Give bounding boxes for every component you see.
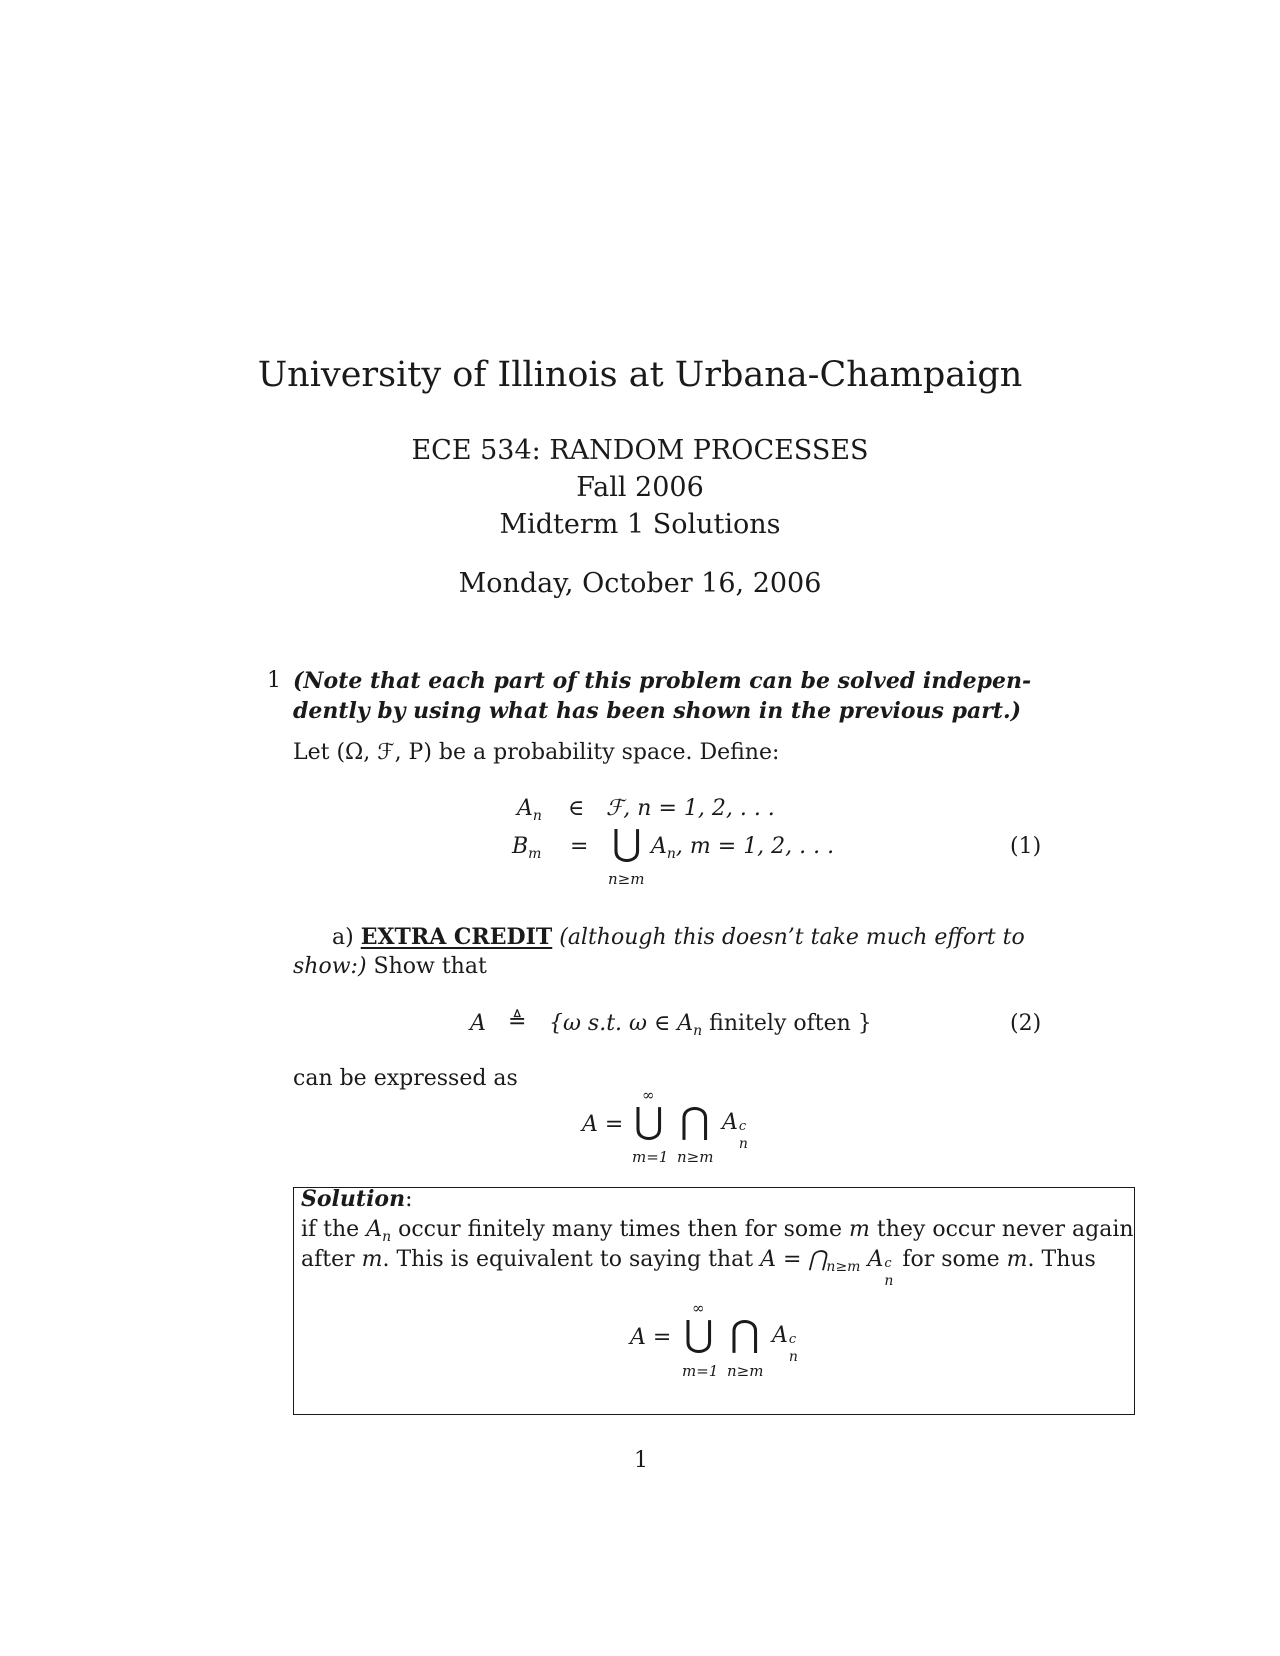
solution-line1: if the $A_n$ occur finitely many times then for some m they occur never again — [301, 1217, 1134, 1245]
eq3-intersect-bottom: n≥m — [677, 1148, 714, 1166]
exam-title: Midterm 1 Solutions — [499, 509, 781, 540]
solution-eq-intersect-bottom: n≥m — [727, 1362, 764, 1380]
university-title: University of Illinois at Urbana-Champaign — [257, 355, 1023, 395]
eq1-line2-rel: = — [570, 834, 589, 859]
term: Fall 2006 — [576, 472, 704, 503]
eq1-line2-lhs: $B_m$ — [512, 834, 542, 862]
eq3-union-top: ∞ — [642, 1086, 655, 1104]
solution-eq-union-top: ∞ — [692, 1299, 705, 1317]
solution-eq-intersect-operator: ⋂ — [730, 1314, 760, 1355]
eq1-line1-rhs: ℱ, n = 1, 2, . . . — [606, 796, 775, 821]
part-a-line1 — [332, 924, 1025, 950]
eq3-intersect-operator: ⋂ — [680, 1101, 710, 1142]
part-a-label: a) — [332, 925, 354, 950]
problem-note-line1: (Note that each part of this problem can be solved indepen- — [293, 668, 1032, 694]
eq2-lhs: A — [470, 1011, 486, 1036]
solution-eq-term: A c n — [772, 1323, 798, 1365]
union-operator: ⋃ — [612, 823, 642, 864]
eq1-line1-lhs: $A_n$ — [517, 796, 542, 824]
solution-eq-union-operator: ⋃ — [684, 1314, 714, 1355]
page-number: 1 — [634, 1448, 648, 1473]
solution-title: Solution: — [301, 1186, 413, 1212]
extra-credit: EXTRA CREDIT — [360, 924, 553, 950]
solution-eq-union-bottom: m=1 — [682, 1362, 719, 1380]
eq3-term: A c n — [722, 1110, 748, 1152]
eq3-lhs: A = — [582, 1112, 624, 1137]
solution-line2: after m. This is equivalent to saying that $A = ⋂_{n\ge m}$ A c n for some m. Thus — [301, 1247, 1096, 1289]
eq2-label: (2) — [1010, 1011, 1042, 1036]
eq1-line1-rel: ∈ — [568, 796, 585, 821]
part-a-line2: show:) Show that — [293, 954, 487, 979]
problem-intro: Let (Ω, ℱ, P) be a probability space. Define: — [293, 740, 780, 765]
eq2-rhs: {ω s.t. ω ∈ $A_n$ finitely often } — [549, 1011, 872, 1039]
problem-number: 1 — [267, 668, 281, 693]
expressed-as-text: can be expressed as — [293, 1066, 518, 1091]
solution-eq-lhs: A = — [630, 1325, 672, 1350]
eq1-label: (1) — [1010, 834, 1042, 859]
eq1-line2-rhs: $A_n$, m = 1, 2, . . . — [651, 834, 835, 862]
eq2-rel: ≜ — [508, 1009, 527, 1034]
eq3-union-operator: ⋃ — [634, 1101, 664, 1142]
union-limit: n≥m — [608, 870, 645, 888]
part-a-aside: (although this doesn’t take much effort to — [559, 925, 1025, 950]
problem-note-line2: dently by using what has been shown in the previous part.) — [293, 698, 1022, 724]
exam-date: Monday, October 16, 2006 — [458, 568, 822, 599]
eq3-union-bottom: m=1 — [632, 1148, 669, 1166]
course-title: ECE 534: RANDOM PROCESSES — [411, 435, 869, 466]
